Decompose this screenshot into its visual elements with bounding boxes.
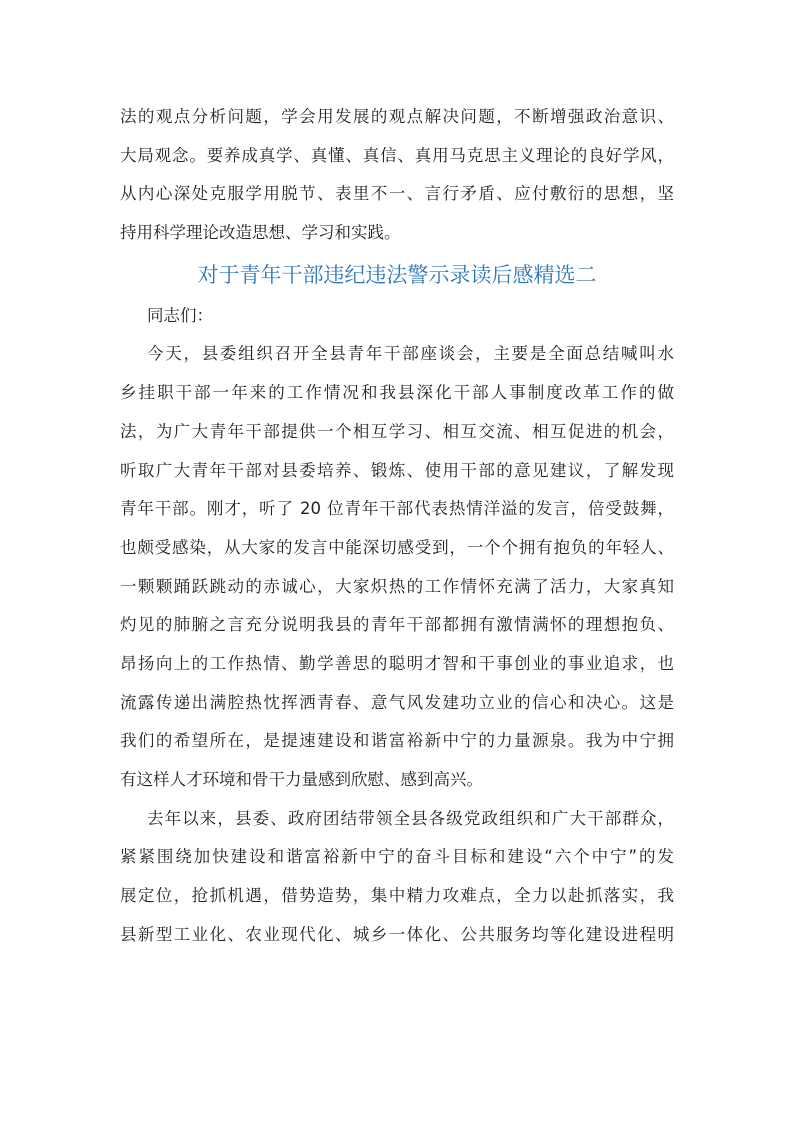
text-line: 持用科学理论改造思想、学习和实践。 <box>120 223 401 243</box>
continuation-paragraph <box>120 98 674 253</box>
text-line: 我们的希望所在，是提速建设和谐富裕新中宁的力量源泉。我为中宁拥 <box>120 731 674 751</box>
text-line: 大局观念。要养成真学、真懂、真信、真用马克思主义理论的良好学风， <box>120 145 674 165</box>
text-line: 也颇受感染，从大家的发言中能深切感受到，一个个拥有抱负的年轻人、 <box>120 537 674 557</box>
paragraph-2 <box>120 800 674 955</box>
text-line: 青年干部。刚才，听了 20 位青年干部代表热情洋溢的发言，倍受鼓舞， <box>120 499 674 519</box>
text-line: 听取广大青年干部对县委培养、锻炼、使用干部的意见建议，了解发现 <box>120 460 674 480</box>
text-line: 法，为广大青年干部提供一个相互学习、相互交流、相互促进的机会， <box>120 421 674 441</box>
text-line: 乡挂职干部一年来的工作情况和我县深化干部人事制度改革工作的做 <box>120 383 674 403</box>
text-line: 一颗颗踊跃跳动的赤诚心，大家炽热的工作情怀充满了活力，大家真知 <box>120 576 674 596</box>
text-line: 流露传递出满腔热忱挥洒青春、意气风发建功立业的信心和决心。这是 <box>120 692 674 712</box>
text-line: 灼见的肺腑之言充分说明我县的青年干部都拥有激情满怀的理想抱负、 <box>120 615 674 635</box>
text-line: 有这样人才环境和骨干力量感到欣慰、感到高兴。 <box>120 770 483 789</box>
text-line: 从内心深处克服学用脱节、表里不一、言行矛盾、应付敷衍的思想，坚 <box>120 184 674 204</box>
paragraph-1 <box>120 335 674 799</box>
salutation: 同志们： <box>147 305 213 325</box>
document-body <box>120 98 674 954</box>
text-line: 展定位，抢抓机遇，借势造势，集中精力攻难点，全力以赴抓落实，我 <box>120 886 674 906</box>
text-line: 去年以来，县委、政府团结带领全县各级党政组织和广大干部群众， <box>147 808 674 828</box>
text-line: 昂扬向上的工作热情、勤学善思的聪明才智和干事创业的事业追求，也 <box>120 653 674 673</box>
text-line: 法的观点分析问题，学会用发展的观点解决问题，不断增强政治意识、 <box>120 107 674 126</box>
section-title: 对于青年干部违纪违法警示录读后感精选二 <box>197 262 597 287</box>
text-line: 今天，县委组织召开全县青年干部座谈会，主要是全面总结喊叫水 <box>147 344 674 364</box>
text-line: 紧紧围绕加快建设和谐富裕新中宁的奋斗目标和建设“六个中宁”的发 <box>120 847 674 867</box>
text-line: 县新型工业化、农业现代化、城乡一体化、公共服务均等化建设进程明 <box>120 924 674 944</box>
